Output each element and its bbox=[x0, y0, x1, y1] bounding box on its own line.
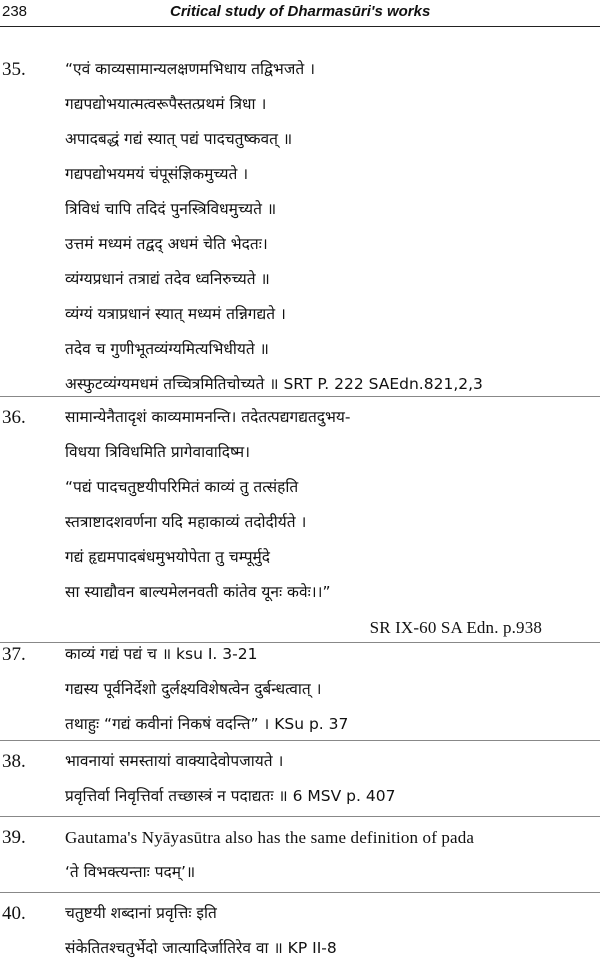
verse-line-with-citation: तथाहुः “गद्यं कवीनां निकषं वदन्ति” । KSu p. 37 bbox=[65, 715, 349, 733]
verse-line: तदेव च गुणीभूतव्यंग्यमित्यभिधीयते ॥ bbox=[65, 340, 269, 358]
running-title: Critical study of Dharmasūri's works bbox=[170, 3, 431, 20]
verse-line-with-citation: अस्फुटव्यंग्यमधमं तच्चित्रमितिचोच्यते ॥ SRT P. 222 SAEdn.821,2,3 bbox=[65, 375, 483, 393]
verse-line: “एवं काव्यसामान्यलक्षणमभिधाय तद्विभजते । bbox=[65, 60, 315, 78]
page-number: 238 bbox=[2, 3, 28, 20]
verse-line: गद्यं हृद्यमपादबंधमुभयोपेता तु चम्पूर्मुदे bbox=[65, 548, 271, 566]
verse-line: उत्तमं मध्यमं तद्वद् अधमं चेति भेदतः। bbox=[65, 235, 268, 253]
footnote-number: 37. bbox=[2, 644, 26, 665]
footnote-text bbox=[65, 637, 600, 742]
verse-line: सामान्येनैतादृशं काव्यमामनन्ति। तदेतत्पद्यगद्यतदुभय- bbox=[65, 408, 351, 426]
verse-line: त्रिविधं चापि तदिदं पुनस्त्रिविधमुच्यते ॥ bbox=[65, 200, 277, 218]
footnote-number: 40. bbox=[2, 903, 26, 924]
footnote-text bbox=[65, 52, 600, 402]
footnote-number: 36. bbox=[2, 407, 26, 428]
footnote-text bbox=[65, 820, 600, 890]
running-header bbox=[0, 0, 600, 27]
verse-line: सा स्याद्यौवन बाल्यमेलनवती कांतेव यूनः कवेः।।” bbox=[65, 583, 331, 601]
verse-line-with-citation: काव्यं गद्यं पद्यं च ॥ ksu I. 3-21 bbox=[65, 645, 258, 663]
footnote-text bbox=[65, 400, 600, 645]
divider bbox=[0, 396, 600, 397]
footnote-text bbox=[65, 744, 600, 814]
verse-line-with-citation: प्रवृत्तिर्वा निवृत्तिर्वा तच्छास्त्रं न पदाद्यतः ॥ 6 MSV p. 407 bbox=[65, 787, 396, 805]
verse-line: भावनायां समस्तायां वाक्यादेवोपजायते । bbox=[65, 752, 284, 770]
divider bbox=[0, 892, 600, 893]
verse-line: गद्यपद्योभयमयं चंपूसंज्ञिकमुच्यते । bbox=[65, 165, 249, 183]
sutra-quote: ‘ते विभक्त्यन्ताः पदम्’॥ bbox=[65, 863, 196, 881]
verse-line-with-citation: संकेतितश्चतुर्भेदो जात्यादिर्जातिरेव वा ॥ KP II-8 bbox=[65, 939, 337, 957]
verse-line: गद्यपद्योभयात्मत्वरूपैस्तत्प्रथमं त्रिधा । bbox=[65, 95, 267, 113]
verse-line: व्यंग्यं यत्राप्रधानं स्यात् मध्यमं तन्निगद्यते । bbox=[65, 305, 286, 323]
verse-line: व्यंग्यप्रधानं तत्राद्यं तदेव ध्वनिरुच्यते ॥ bbox=[65, 270, 270, 288]
divider bbox=[0, 740, 600, 741]
footnote-number: 35. bbox=[2, 59, 26, 80]
verse-line: गद्यस्य पूर्वनिर्देशो दुर्लक्ष्यविशेषत्वेन दुर्बन्धत्वात् । bbox=[65, 680, 322, 698]
footnote-number: 39. bbox=[2, 827, 26, 848]
footnote-number: 38. bbox=[2, 751, 26, 772]
verse-line: चतुष्टयी शब्दानां प्रवृत्तिः इति bbox=[65, 904, 217, 922]
verse-line: स्तत्राष्टादशवर्णना यदि महाकाव्यं तदोदीर्यते । bbox=[65, 513, 307, 531]
footnote-text bbox=[65, 896, 600, 966]
verse-line: “पद्यं पादचतुष्टयीपरिमितं काव्यं तु तत्संहति bbox=[65, 478, 299, 496]
verse-line: विधया त्रिविधमिति प्रागेवावादिष्म। bbox=[65, 443, 251, 461]
verse-line: अपादबद्धं गद्यं स्यात् पद्यं पादचतुष्कवत् ॥ bbox=[65, 130, 293, 148]
divider bbox=[0, 816, 600, 817]
prose-line: Gautama's Nyāyasūtra also has the same definition of pada bbox=[65, 828, 475, 847]
source-citation: SR IX-60 SA Edn. p.938 bbox=[369, 618, 542, 637]
